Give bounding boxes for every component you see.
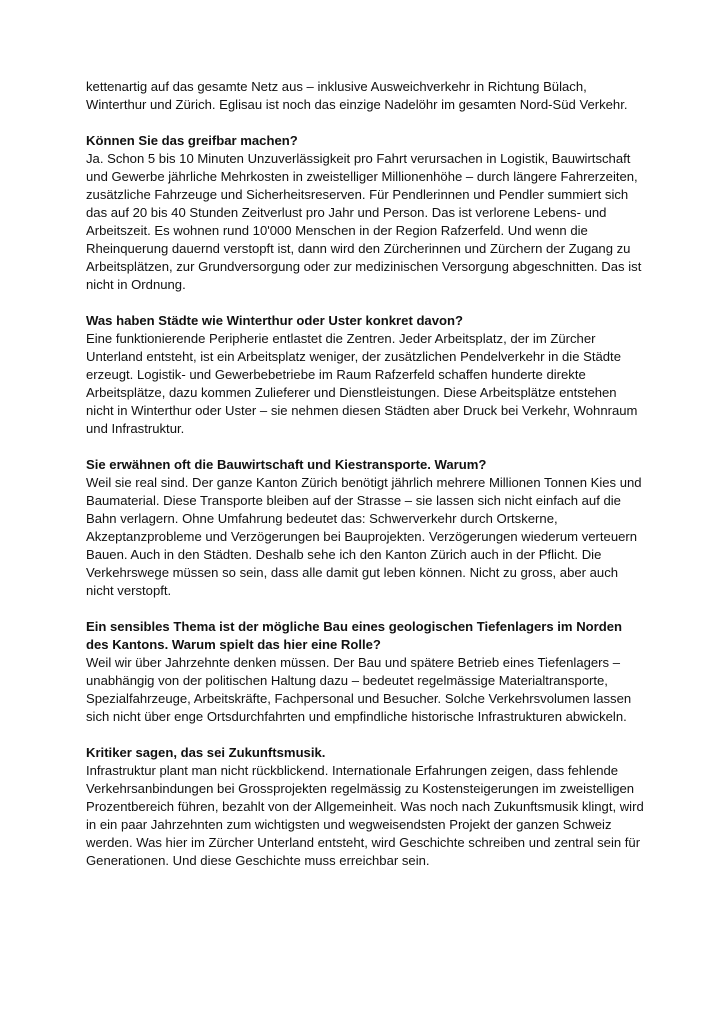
qa-block-5: [86, 744, 646, 870]
answer-paragraph: Infrastruktur plant man nicht rückblickend. Internationale Erfahrungen zeigen, dass fehlende Verkehrsanbindungen bei Grossprojekten regelmässig zu Kostensteigerungen im zweistelligen Prozentbereich führen, bezahlt von der Allgemeinheit. Was noch nach Zukunftsmusik klingt, wird in ein paar Jahrzehnten zum wichtigsten und wegweisendsten Projekt der ganzen Schweiz werden. Was hier im Zürcher Unterland entsteht, wird Geschichte schreiben und zentral sein für Generationen. Und diese Geschichte muss erreichbar sein.: [86, 763, 644, 868]
question-heading: Können Sie das greifbar machen?: [86, 133, 298, 148]
intro-paragraph: kettenartig auf das gesamte Netz aus – inklusive Ausweichverkehr in Richtung Bülach, Winterthur und Zürich. Eglisau ist noch das einzige Nadelöhr im gesamten Nord-Süd Verkehr.: [86, 79, 628, 112]
qa-block-4: [86, 618, 646, 726]
question-heading: Sie erwähnen oft die Bauwirtschaft und Kiestransporte. Warum?: [86, 457, 487, 472]
question-heading: Was haben Städte wie Winterthur oder Uster konkret davon?: [86, 313, 463, 328]
qa-block-3: [86, 456, 646, 600]
qa-block-1: [86, 132, 646, 294]
question-heading: Ein sensibles Thema ist der mögliche Bau eines geologischen Tiefenlagers im Norden des Kantons. Warum spielt das hier eine Rolle?: [86, 619, 623, 652]
answer-paragraph: Eine funktionierende Peripherie entlastet die Zentren. Jeder Arbeitsplatz, der im Zürcher Unterland entsteht, ist ein Arbeitsplatz weniger, der zusätzlichen Pendelverkehr in die Städte erzeugt. Logistik- und Gewerbebetriebe im Raum Rafzerfeld schaffen hunderte direkte Arbeitsplätze, dazu kommen Zulieferer und Dienstleistungen. Diese Arbeitsplätze entstehen nicht in Winterthur oder Uster – sie nehmen diesen Städten aber Druck bei Verkehr, Wohnraum und Infrastruktur.: [86, 331, 638, 436]
document-page: [86, 78, 646, 888]
answer-paragraph: Weil wir über Jahrzehnte denken müssen. Der Bau und spätere Betrieb eines Tiefenlagers – unabhängig von der politischen Haltung dazu – bedeutet regelmässige Materialtransporte, Spezialfahrzeuge, Arbeitskräfte, Fachpersonal und Besucher. Solche Verkehrsvolumen lassen sich nicht über enge Ortsdurchfahrten und empfindliche historische Infrastrukturen abwickeln.: [86, 655, 632, 724]
question-heading: Kritiker sagen, das sei Zukunftsmusik.: [86, 745, 326, 760]
qa-block-2: [86, 312, 646, 438]
answer-paragraph: Ja. Schon 5 bis 10 Minuten Unzuverlässigkeit pro Fahrt verursachen in Logistik, Bauwirtschaft und Gewerbe jährliche Mehrkosten in zweistelliger Millionenhöhe – durch längere Fahrerzeiten, zusätzliche Fahrzeuge und Sicherheitsreserven. Für Pendlerinnen und Pendler summiert sich das auf 20 bis 40 Stunden Zeitverlust pro Jahr und Person. Das ist verlorene Lebens- und Arbeitszeit. Es wohnen rund 10'000 Menschen in der Region Rafzerfeld. Und wenn die Rheinquerung dauernd verstopft ist, dann wird den Zürcherinnen und Zürchern der Zugang zu Arbeitsplätzen, zur Grundversorgung oder zur medizinischen Versorgung abgeschnitten. Das ist nicht in Ordnung.: [86, 151, 642, 292]
answer-paragraph: Weil sie real sind. Der ganze Kanton Zürich benötigt jährlich mehrere Millionen Tonnen Kies und Baumaterial. Diese Transporte bleiben auf der Strasse – sie lassen sich nicht einfach auf die Bahn verlagern. Ohne Umfahrung bedeutet das: Schwerverkehr durch Ortskerne, Akzeptanzprobleme und Verzögerungen bei Bauprojekten. Verzögerungen wiederum verteuern Bauen. Auch in den Städten. Deshalb sehe ich den Kanton Zürich auch in der Pflicht. Die Verkehrswege müssen so sein, dass alle damit gut leben können. Nicht zu gross, aber auch nicht verstopft.: [86, 475, 642, 598]
